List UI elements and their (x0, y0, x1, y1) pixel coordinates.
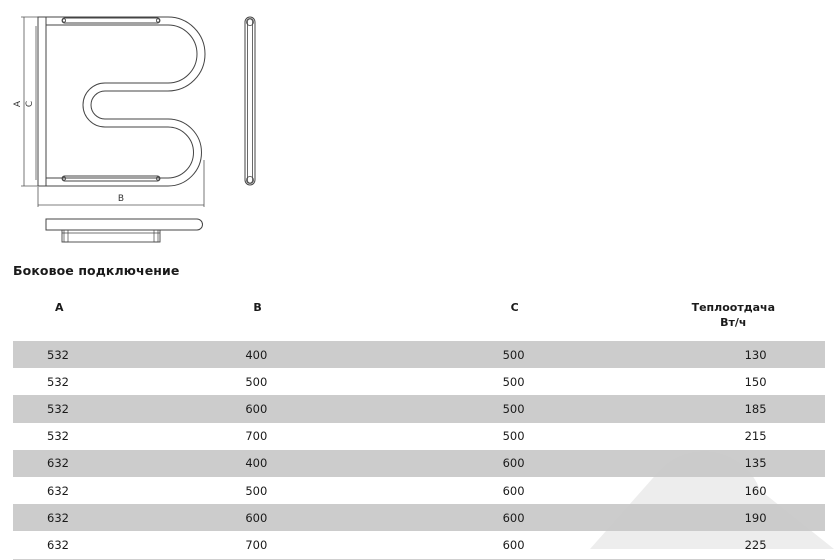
table-row (13, 531, 825, 559)
cell-heat: 225 (692, 531, 825, 559)
cell-b: 500 (245, 374, 268, 389)
cell-b: 500 (245, 483, 268, 498)
dimension-b (38, 160, 204, 207)
cell-b: 700 (245, 429, 268, 444)
cell-heat: 160 (744, 483, 767, 498)
cell-heat: 190 (692, 504, 825, 531)
cell-heat: 150 (744, 374, 767, 389)
cell-c: 500 (428, 395, 692, 422)
table-row (13, 368, 825, 395)
top-view (46, 219, 203, 242)
top-mount-bar (62, 18, 160, 23)
cell-c: 500 (428, 341, 692, 368)
collector-pipe (38, 17, 46, 186)
header-b: B (253, 301, 262, 314)
serpentine-pipe-outer (46, 17, 205, 186)
specs-table (13, 292, 825, 560)
dimension-c-label: C (25, 100, 35, 108)
cell-a: 632 (47, 483, 69, 498)
towel-rail-drawing (0, 0, 280, 255)
header-heat-line2: Вт/ч (720, 316, 747, 329)
header-heat-output (692, 292, 825, 341)
cell-c: 600 (428, 504, 692, 531)
cell-heat: 215 (744, 429, 767, 444)
dimension-a-label: A (13, 100, 23, 108)
table-row (13, 395, 825, 422)
cell-b: 700 (161, 531, 427, 559)
cell-heat: 135 (692, 450, 825, 477)
cell-c: 600 (428, 531, 692, 559)
table-row (13, 504, 825, 531)
cell-b: 600 (161, 395, 427, 422)
cell-b: 400 (161, 341, 427, 368)
cell-heat: 130 (692, 341, 825, 368)
cell-c: 500 (502, 429, 525, 444)
table-row (13, 423, 825, 450)
table-row (13, 477, 825, 504)
side-view (245, 17, 255, 185)
cell-a: 532 (47, 429, 69, 444)
table-row (13, 450, 825, 477)
header-heat-line1: Теплоотдача (691, 301, 775, 314)
cell-c: 600 (502, 483, 525, 498)
cell-heat: 185 (692, 395, 825, 422)
serpentine-pipe-inner (46, 25, 197, 178)
section-title: Боковое подключение (13, 263, 180, 278)
cell-a: 532 (13, 341, 161, 368)
header-c: C (510, 301, 519, 314)
table-header-row (13, 292, 825, 341)
dimension-c (25, 26, 36, 180)
cell-a: 632 (13, 450, 161, 477)
dimension-b-label: B (117, 194, 125, 204)
header-a: A (55, 301, 64, 314)
cell-a: 632 (13, 504, 161, 531)
cell-a: 532 (47, 374, 69, 389)
table-row (13, 341, 825, 368)
cell-b: 400 (161, 450, 427, 477)
cell-a: 532 (13, 395, 161, 422)
cell-a: 632 (13, 531, 161, 559)
cell-c: 500 (502, 374, 525, 389)
cell-b: 600 (161, 504, 427, 531)
cell-c: 600 (428, 450, 692, 477)
